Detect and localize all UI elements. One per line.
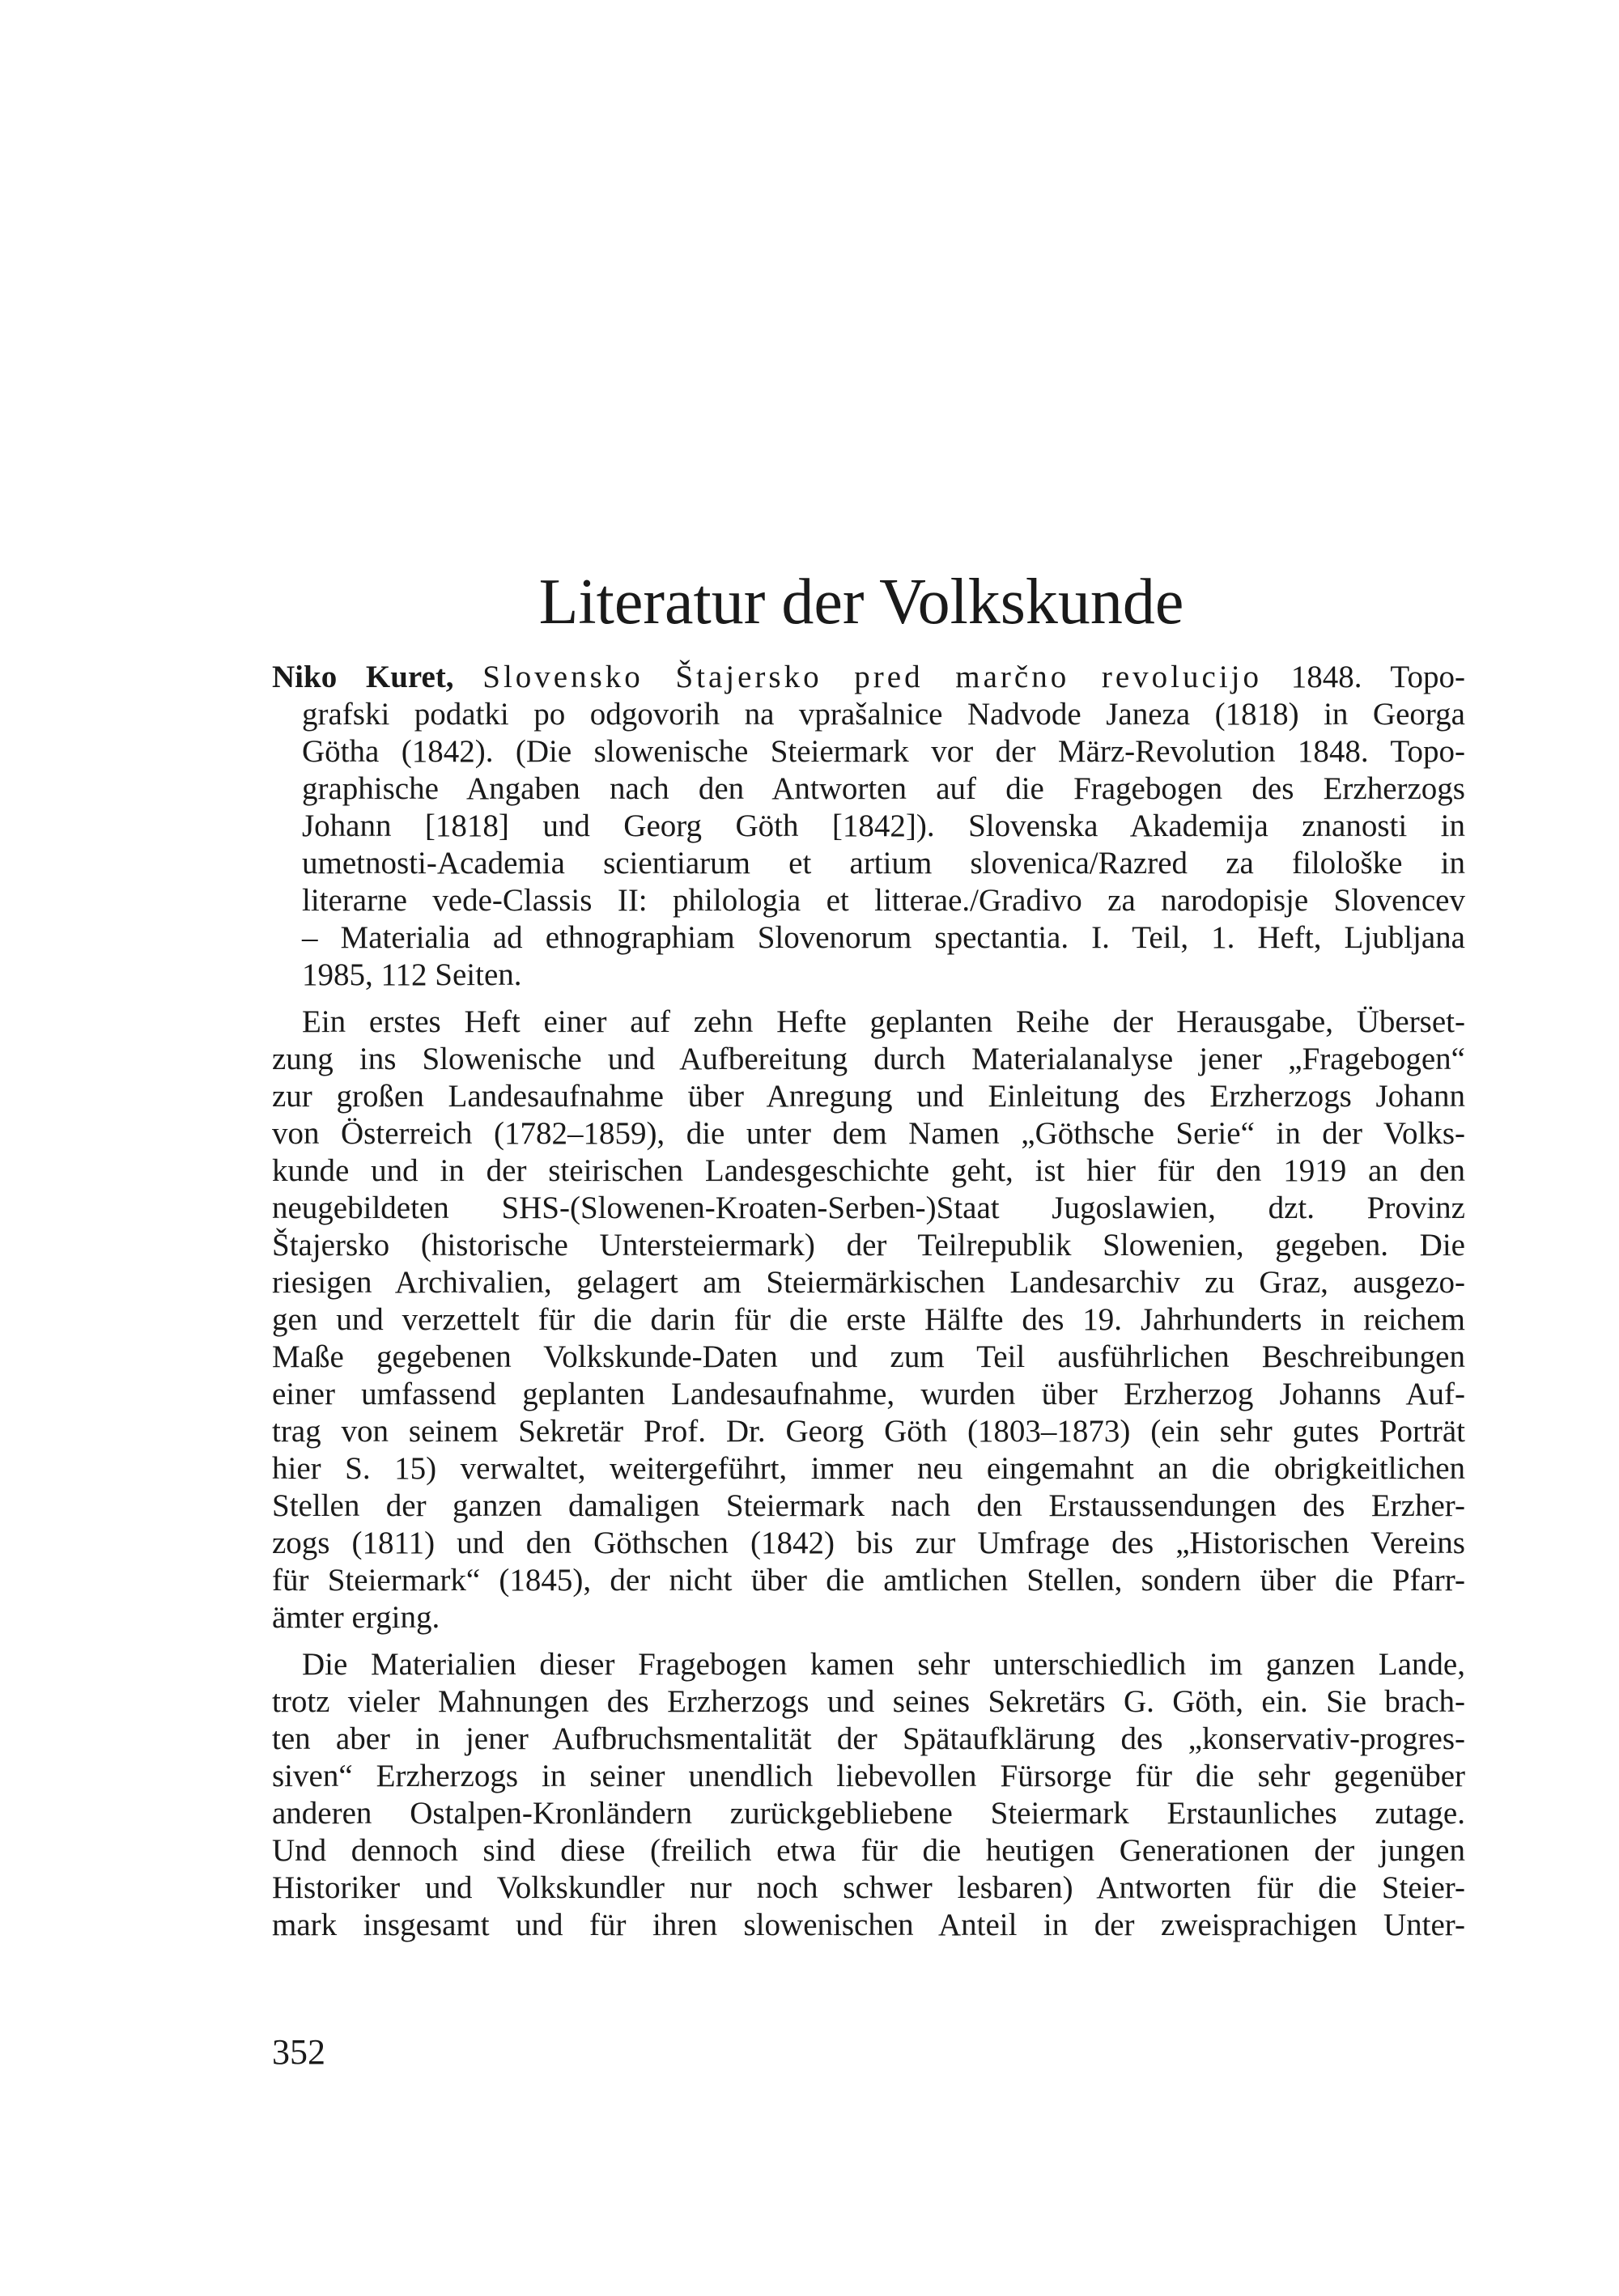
entry-line: Götha (1842). (Die slowenische Steiermark vor der März-Revolution 1848. Topo- xyxy=(302,734,1465,769)
paragraph-line: ten aber in jener Aufbruchsmentalität der Spätaufklärung des „konservativ-progres- xyxy=(272,1721,1465,1756)
paragraph-line: Ein erstes Heft einer auf zehn Hefte geplanten Reihe der Herausgabe, Überset- xyxy=(302,1004,1465,1039)
paragraph-line: riesigen Archivalien, gelagert am Steiermärkischen Landesarchiv zu Graz, ausgezo- xyxy=(272,1265,1465,1300)
author-name: Niko Kuret, xyxy=(272,660,454,694)
paragraph-line: siven“ Erzherzogs in seiner unendlich liebevollen Fürsorge für die sehr gegenüber xyxy=(272,1759,1465,1793)
paragraph-line: mark insgesamt und für ihren slowenischen Anteil in der zweisprachigen Unter- xyxy=(272,1908,1465,1942)
paragraph-line: hier S. 15) verwaltet, weitergeführt, immer neu eingemahnt an die obrigkeitlichen xyxy=(272,1451,1465,1486)
paragraph-line: neugebildeten SHS-(Slowenen-Kroaten-Serben-)Staat Jugoslawien, dzt. Provinz xyxy=(272,1190,1465,1225)
book-title-rest: 1848. Topo- xyxy=(1290,660,1466,694)
paragraph-line: Die Materialien dieser Fragebogen kamen sehr unterschiedlich im ganzen Lande, xyxy=(302,1647,1465,1682)
entry-line: Johann [1818] und Georg Göth [1842]). Slovenska Akademija znanosti in xyxy=(302,808,1465,843)
body-paragraph xyxy=(272,1646,1465,1944)
paragraph-line: von Österreich (1782–1859), die unter dem Namen „Göthsche Serie“ in der Volks- xyxy=(272,1116,1465,1151)
paragraph-line: trotz vieler Mahnungen des Erzherzogs und seines Sekretärs G. Göth, ein. Sie brach- xyxy=(272,1684,1465,1719)
paragraph-line: Und dennoch sind diese (freilich etwa für die heutigen Generationen der jungen xyxy=(272,1833,1465,1868)
paragraph-line: einer umfassend geplanten Landesaufnahme, wurden über Erzherzog Johanns Auf- xyxy=(272,1377,1465,1411)
body-paragraph xyxy=(272,1004,1465,1636)
entry-line: grafski podatki po odgovorih na vprašalnice Nadvode Janeza (1818) in Georga xyxy=(302,697,1465,732)
paragraph-line: Maße gegebenen Volkskunde-Daten und zum Teil ausführlichen Beschreibungen xyxy=(272,1339,1465,1374)
entry-first-line xyxy=(272,659,1465,696)
paragraph-line: Stellen der ganzen damaligen Steiermark nach den Erstaussendungen des Erzher- xyxy=(272,1488,1465,1523)
entry-line: literarne vede-Classis II: philologia et litterae./Gradivo za narodopisje Slovencev xyxy=(302,883,1465,918)
entry-line: graphische Angaben nach den Antworten auf die Fragebogen des Erzherzogs xyxy=(302,771,1465,806)
paragraph-line: kunde und in der steirischen Landesgeschichte geht, ist hier für den 1919 an den xyxy=(272,1153,1465,1188)
review-body xyxy=(272,659,1465,1954)
bibliographic-entry xyxy=(272,659,1465,994)
book-title: Slovensko Štajersko pred marčno revolucijo xyxy=(482,660,1262,694)
paragraph-line: für Steiermark“ (1845), der nicht über die amtlichen Stellen, sondern über die Pfarr- xyxy=(272,1563,1465,1598)
paragraph-line: gen und verzettelt für die darin für die erste Hälfte des 19. Jahrhunderts in reichem xyxy=(272,1302,1465,1337)
page-title: Literatur der Volkskunde xyxy=(538,566,1184,638)
paragraph-line: anderen Ostalpen-Kronländern zurückgebliebene Steiermark Erstaunliches zutage. xyxy=(272,1796,1465,1831)
paragraph-line: trag von seinem Sekretär Prof. Dr. Georg Göth (1803–1873) (ein sehr gutes Porträt xyxy=(272,1414,1465,1449)
page-number: 352 xyxy=(272,2032,325,2072)
entry-line: 1985, 112 Seiten. xyxy=(302,957,522,992)
paragraph-line: zogs (1811) und den Göthschen (1842) bis zur Umfrage des „Historischen Vereins xyxy=(272,1526,1465,1560)
paragraph-line: Historiker und Volkskundler nur noch schwer lesbaren) Antworten für die Steier- xyxy=(272,1870,1465,1905)
paragraph-line: ämter erging. xyxy=(272,1600,440,1635)
paragraph-line: Štajersko (historische Untersteiermark) der Teilrepublik Slowenien, gegeben. Die xyxy=(272,1228,1465,1263)
entry-line: umetnosti-Academia scientiarum et artium slovenica/Razred za filološke in xyxy=(302,846,1465,881)
entry-line: – Materialia ad ethnographiam Slovenorum spectantia. I. Teil, 1. Heft, Ljubljana xyxy=(302,920,1465,955)
paragraph-line: zung ins Slowenische und Aufbereitung durch Materialanalyse jener „Fragebogen“ xyxy=(272,1042,1465,1076)
paragraph-line: zur großen Landesaufnahme über Anregung und Einleitung des Erzherzogs Johann xyxy=(272,1079,1465,1114)
